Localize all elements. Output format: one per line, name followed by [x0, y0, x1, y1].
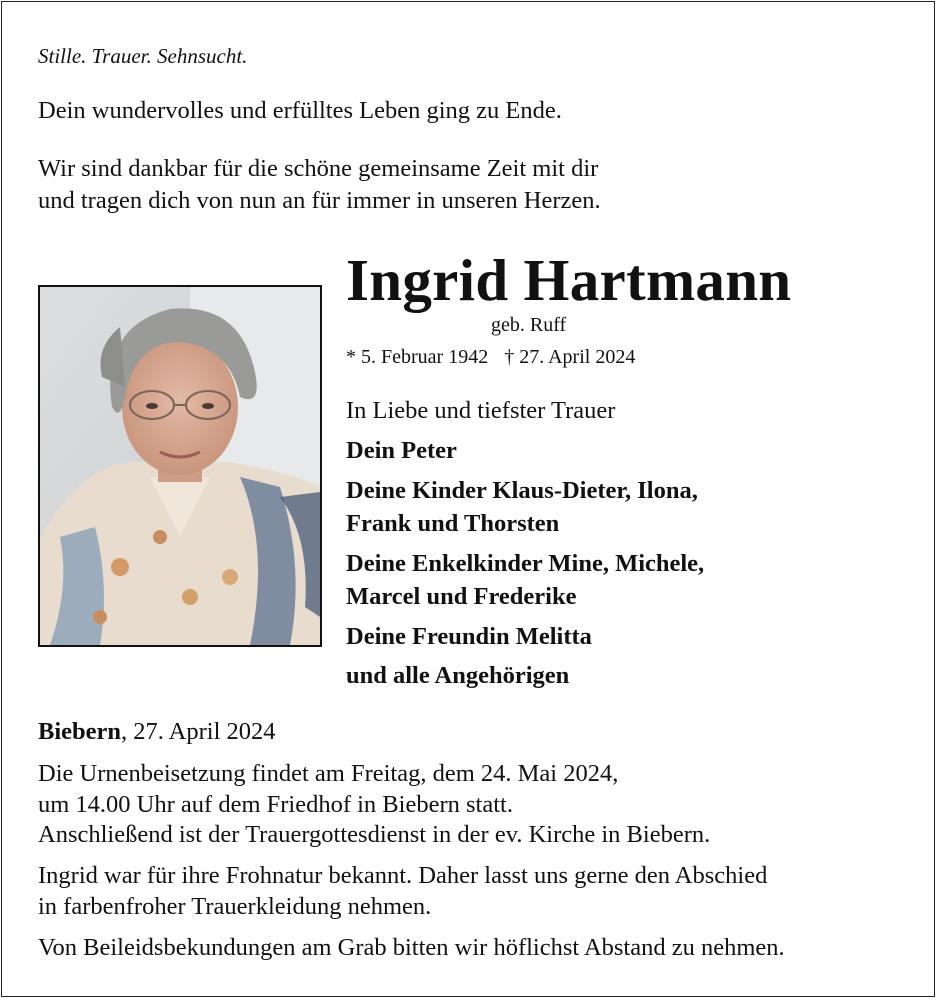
motto: Stille. Trauer. Sehnsucht.: [38, 44, 248, 68]
note-line-1: Ingrid war für ihre Frohnatur bekannt. Daher lasst uns gerne den Abschied: [38, 862, 768, 889]
mourner-line: Deine Kinder Klaus-Dieter, Ilona,: [346, 477, 698, 504]
mourner-line: und alle Angehörigen: [346, 662, 570, 689]
intro-line-1: Dein wundervolles und erfülltes Leben ging zu Ende.: [38, 97, 562, 124]
deceased-name: Ingrid Hartmann: [346, 247, 792, 313]
birth-date: * 5. Februar 1942: [346, 346, 489, 368]
condolence-request: Von Beileidsbekundungen am Grab bitten wir höflichst Abstand zu nehmen.: [38, 934, 785, 961]
funeral-line-3: Anschließend ist der Trauergottesdienst in der ev. Kirche in Biebern.: [38, 821, 711, 848]
birth-name: geb. Ruff: [491, 314, 567, 336]
mourner-line: Deine Enkelkinder Mine, Michele,: [346, 550, 705, 577]
portrait-photo: [38, 285, 322, 647]
place-date-text: , 27. April 2024: [121, 718, 276, 745]
mourner-line: Marcel und Frederike: [346, 583, 577, 610]
note-line-2: in farbenfroher Trauerkleidung nehmen.: [38, 893, 432, 920]
life-dates: [346, 343, 635, 371]
death-date: † 27. April 2024: [504, 346, 636, 368]
funeral-line-2: um 14.00 Uhr auf dem Friedhof in Biebern statt.: [38, 791, 513, 818]
mourner-line: Dein Peter: [346, 437, 457, 464]
mourner-line: Frank und Thorsten: [346, 510, 560, 537]
mourners-intro: In Liebe und tiefster Trauer: [346, 397, 616, 424]
intro-line-3: und tragen dich von nun an für immer in unseren Herzen.: [38, 187, 601, 214]
place-date: [38, 715, 276, 748]
funeral-line-1: Die Urnenbeisetzung findet am Freitag, dem 24. Mai 2024,: [38, 760, 619, 787]
place-town: Biebern: [38, 718, 122, 745]
intro-line-2: Wir sind dankbar für die schöne gemeinsame Zeit mit dir: [38, 155, 599, 182]
mourner-line: Deine Freundin Melitta: [346, 623, 592, 650]
